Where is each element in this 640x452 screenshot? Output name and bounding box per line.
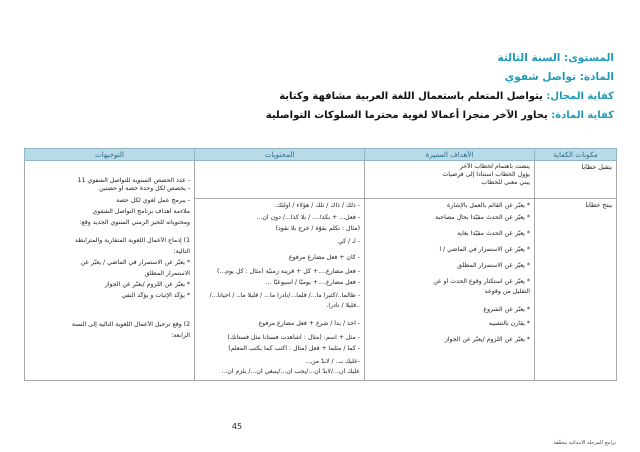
content-line: - طالما../كثيرا ما.../ قلّما.../نادرا ما... / قليلا ما.. / أحيانا.../ bbox=[209, 292, 360, 299]
header-objectives: الأهداف المميزة bbox=[365, 149, 535, 161]
objective-line: يؤول الخطاب استنادا إلى فرضيات bbox=[442, 171, 530, 178]
header-competency-components: مكونات الكفاية bbox=[535, 149, 617, 161]
objective-line: * يعبّر عن الحدث مقيّدا بغاية bbox=[457, 230, 530, 237]
objectives-cell bbox=[365, 161, 535, 199]
guidance-line: - عدد الحصص السنوية للتواصل الشفوي 11 bbox=[77, 176, 190, 184]
subject-label: المادة: bbox=[579, 71, 614, 83]
guidance-line: - يبرمج عمل لغوي لكل حصة bbox=[116, 196, 190, 204]
domain-competency-value: يتواصل المتعلم باستعمال اللغة العربية مشافهة وكتابة bbox=[279, 91, 543, 102]
content-line: (مثال : تكلّم بقوّة / خرج بلا نقود) bbox=[275, 225, 360, 232]
guidance-line: * يعبّر عن الاستمرار في الماضي / يعبّر عن bbox=[80, 258, 190, 266]
content-line: ..قليلا / نادرا. bbox=[326, 302, 360, 309]
guidance-line: ومحتوياته للحيز الزمني السنوي الجديد وقع: bbox=[79, 218, 190, 226]
subject-value: تواصل شفوي bbox=[504, 71, 577, 83]
content-line: - فعل مضارع....+ كل + قرينة زمنيّة (مثال : كل يوم...) bbox=[216, 268, 360, 275]
footer-text: برامج المرحلة الابتدائية محفّفة bbox=[553, 440, 616, 446]
level-label: المستوى: bbox=[564, 52, 614, 64]
subject-competency-line bbox=[266, 110, 614, 121]
content-line: -عليك بـ.. / لابدّ من... bbox=[305, 358, 360, 365]
content-line: - مثل + اسم: (مثال : أشاهدت فستانا مثل فستانك) bbox=[227, 334, 360, 341]
content-line: - ذلك / ذاك / تلك / هؤلاء / أولئك. bbox=[274, 202, 360, 209]
guidance-line: 2) وقع ترحيل الأعمال اللغوية التالية إلى السنة bbox=[71, 320, 190, 328]
objective-line: * يعبّر عن الاستمرار في الماضي / أ bbox=[439, 246, 530, 253]
subject-line bbox=[505, 71, 614, 83]
curriculum-table bbox=[24, 148, 617, 381]
competency-cell: ينتج خطابا bbox=[535, 199, 617, 381]
level-value: السنة الثالثة bbox=[497, 52, 561, 64]
objective-line: * يعبّر عن الشروع bbox=[483, 306, 530, 313]
guidance-line: * يعبّر عن اللزوم /يعبّر عن الجواز bbox=[104, 280, 190, 288]
competency-cell: يتقبل خطابا bbox=[535, 161, 617, 199]
level-line bbox=[497, 52, 614, 64]
header-contents: المحتويات bbox=[195, 149, 365, 161]
content-line: - فعل... + بكذا.... / بلا كذا.../ دون أن... bbox=[256, 214, 360, 221]
domain-competency-line bbox=[279, 91, 614, 102]
page-number: 45 bbox=[231, 422, 243, 431]
contents-cell bbox=[195, 199, 365, 381]
content-line: - لـ / كي bbox=[337, 238, 360, 245]
guidance-line: التالية: bbox=[173, 247, 190, 255]
objective-line: * يعبّر عن الحدث مقيّدا بحال مصاحبة bbox=[435, 214, 530, 221]
objectives-cell bbox=[365, 199, 535, 381]
guidance-cell bbox=[25, 176, 195, 381]
content-line: - فعل مضارع....+ يوميًّا / أسبوعيًّا ... bbox=[265, 279, 360, 286]
content-line: - أخذ / بدأ / شرع + فعل مضارع مرفوع bbox=[258, 320, 360, 327]
content-line: - كما / مثلما + فعل (مثال : أكتب كما يكتب المعلّم) bbox=[228, 345, 360, 352]
guidance-line: الاستمرار المطلق bbox=[144, 269, 190, 277]
guidance-line: * يؤكّد الإثبات و يؤكّد النفي bbox=[121, 291, 190, 299]
header-guidance: التوجيهات bbox=[25, 149, 195, 161]
objective-line: * يقارن بالتشبيه bbox=[488, 320, 530, 327]
objective-line: التقليل من وقوعه bbox=[484, 288, 530, 295]
domain-competency-label: كفاية المجال: bbox=[546, 91, 614, 102]
objective-line: * يعبّر عن استكثار وقوع الحدث أو عن bbox=[433, 278, 530, 285]
objective-line: * يعبّر عن الاستمرار المطلق bbox=[457, 262, 530, 269]
objective-line: ينصت باهتمام لخطاب الآخر bbox=[459, 163, 530, 170]
guidance-line: الرابعة: bbox=[171, 331, 190, 339]
objective-line: يبني معنى للخطاب bbox=[481, 179, 530, 186]
objective-line: * يعبّر عن اللزوم /يعبّر عن الجواز bbox=[444, 336, 530, 343]
contents-cell bbox=[195, 161, 365, 199]
subject-competency-value: يحاور الآخر منجزا أعمالا لغوية محترما السلوكات التواصلية bbox=[265, 110, 548, 121]
guidance-line: 1) إدماج الأعمال اللغوية المتقاربة والمترابطة bbox=[74, 236, 190, 244]
table-row bbox=[25, 199, 617, 381]
guidance-line: ملاءمة أهداف برنامج التواصل الشفوي bbox=[92, 207, 190, 215]
subject-competency-label: كفاية المادة: bbox=[551, 110, 614, 121]
content-line: - كان + فعل مضارع مرفوع bbox=[288, 254, 360, 261]
guidance-line: - يخصص لكل وحدة حصة أو حصتين bbox=[99, 184, 190, 192]
table-header-row bbox=[25, 149, 617, 161]
content-line: عليك أن.../لابدّ أن.../يجب أن.../ينبغي أن.../ يلزم أن... bbox=[221, 368, 360, 375]
objective-line: * يعبّر عن القائم بالعمل بالإشارة bbox=[447, 202, 530, 209]
